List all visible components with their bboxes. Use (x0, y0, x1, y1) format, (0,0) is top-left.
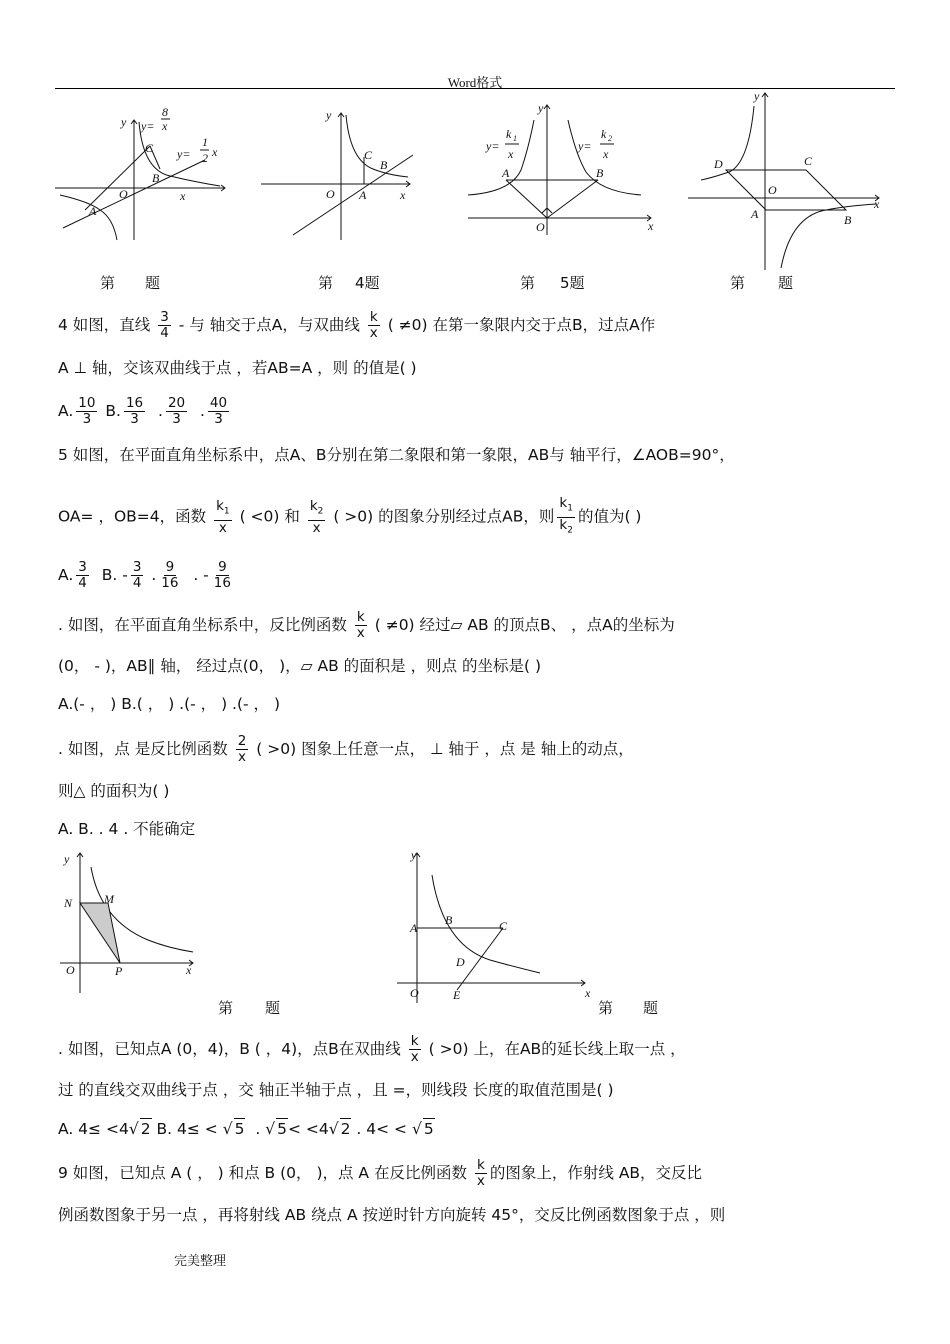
fig4-point-C: C (804, 154, 813, 168)
q7-line1: . 如图，点 是反比例函数 $\frac{2}{x}$ ( >0) 图象上任意一点， ⊥ 轴于 ，点 是 轴上的动点， (58, 733, 634, 765)
fig1-point-B: B (152, 171, 160, 185)
fig4-origin: O (768, 183, 777, 197)
q6-options: A.(- ， ) B.( ， ) .(- ， ) .(- ， ) (58, 695, 281, 713)
fig3-point-B: B (596, 166, 604, 180)
fig6-origin: O (410, 986, 419, 1000)
q6-line2: (0， - )，AB∥ 轴， 经过点(0， )，▱ AB 的面积是 ，则点 的坐标是( ) (58, 657, 542, 675)
fig6-x-label: x (585, 986, 591, 1000)
fig3-point-A: A (502, 166, 510, 180)
fig2-origin: O (326, 187, 335, 201)
fig2-point-C: C (364, 148, 373, 162)
caption-q3-a: 第 (100, 274, 116, 292)
fig1-eq2-num: 1 (202, 135, 208, 149)
caption-q5-b: 5题 (560, 274, 585, 292)
fig5-point-M: M (104, 892, 114, 906)
q5-line2: OA= ，OB=4，函数 $\frac{k_1}{x}$ ( <0) 和 $\frac{k_2}{x}$ ( >0) 的图象分别经过点AB，则 $\frac{k_1}{k_2}$ 的值为( ) (58, 495, 642, 536)
q8-line2: 过 的直线交双曲线于点 ，交 轴正半轴于点 ，且 =，则线段 长度的取值范围是( ) (58, 1081, 614, 1099)
q9-line2: 例函数图象于另一点 ，再将射线 AB 绕点 A 按逆时针方向旋转 45°，交反比例函数图象于点 ，则 (58, 1206, 726, 1224)
caption-q7-a: 第 (218, 999, 234, 1017)
fig3-origin: O (536, 220, 545, 234)
caption-q6-b: 题 (778, 274, 794, 292)
q4-slope-fraction: $\frac{3}{4}$ (160, 309, 169, 341)
q8-options: A. 4≤ <4√ 2 B. 4≤ < √ 5 . √ 5< <4√ 2 . 4< < √ 5 (58, 1120, 434, 1138)
fig6-y-label: y (411, 848, 417, 862)
caption-q3-b: 题 (145, 274, 161, 292)
fig1-point-A: A (89, 204, 97, 218)
fig2-x-label: x (400, 188, 406, 202)
caption-q7-b: 题 (265, 999, 281, 1017)
fig3-eqR: y= (578, 139, 592, 153)
caption-q8-a: 第 (598, 999, 614, 1017)
fig1-eq1-num: 8 (162, 105, 168, 119)
q8-line1: . 如图，已知点A (0，4)，B ( ，4)，点B在双曲线 $\frac{k}{x}$ ( >0) 上，在AB的延长线上取一点 ， (58, 1033, 686, 1065)
caption-q5-a: 第 (520, 274, 536, 292)
q5-options: A. $\frac{3}{4}$ B. - $\frac{3}{4}$ . $\frac{9}{16}$ . - $\frac{9}{16}$ (58, 559, 231, 591)
fig3-eqL-den: x (508, 147, 514, 161)
caption-q4-b: 4题 (355, 274, 380, 292)
fig4-point-B: B (844, 213, 852, 227)
figure-q3 (55, 105, 230, 245)
fig1-y-label: y (121, 115, 127, 129)
fig3-eqR-sub: 2 (608, 134, 612, 143)
figure-q5 (466, 100, 661, 240)
fig3-eqL-sub: 1 (513, 134, 517, 143)
fig2-y-label: y (326, 108, 332, 122)
fig6-point-C: C (499, 919, 508, 933)
fig5-x-label: x (186, 963, 192, 977)
figure-q4 (258, 105, 418, 245)
caption-q6-a: 第 (730, 274, 746, 292)
fig1-point-C: C (145, 141, 154, 155)
fig1-x-label: x (180, 189, 186, 203)
caption-q4-a: 第 (318, 274, 334, 292)
q6-line1: . 如图，在平面直角坐标系中，反比例函数 $\frac{k}{x}$ ( ≠0) 经过▱ AB 的顶点B、 ，点A的坐标为 (58, 609, 675, 641)
fig1-eq2-x: x (212, 145, 218, 159)
q4-hyperbola-fraction: $\frac{k}{x}$ (369, 309, 378, 341)
figure-q8 (395, 845, 595, 1005)
fig1-eq2: y= (177, 147, 191, 161)
figure-q6 (686, 88, 886, 273)
fig2-point-B: B (380, 158, 388, 172)
caption-q8-b: 题 (643, 999, 659, 1017)
fig6-point-E: E (453, 988, 461, 1002)
fig6-point-D: D (456, 955, 465, 969)
q7-options: A. B. . 4 . 不能确定 (58, 820, 196, 838)
fig5-point-N: N (64, 896, 73, 910)
fig3-y-label: y (538, 101, 544, 115)
fig1-origin: O (119, 187, 128, 201)
fig6-point-B: B (445, 913, 453, 927)
fig1-eq1: y= (141, 119, 155, 133)
fig4-x-label: x (874, 197, 880, 211)
figure-q7 (58, 845, 203, 995)
fig5-origin: O (66, 963, 75, 977)
fig4-point-D: D (714, 157, 723, 171)
q5-line1: 5 如图，在平面直角坐标系中，点A、B分别在第二象限和第一象限，AB与 轴平行，∠AOB=90°， (58, 446, 735, 464)
fig5-point-P: P (115, 964, 123, 978)
page-header: Word格式 (447, 75, 503, 90)
fig3-eqR-den: x (603, 147, 609, 161)
page-footer: 完美整理 (174, 1254, 227, 1269)
fig4-point-A: A (751, 207, 759, 221)
fig3-eqL: y= (486, 139, 500, 153)
fig6-point-A: A (410, 921, 418, 935)
q4-line1: 4 如图，直线 $\frac{3}{4}$ - 与 轴交于点A，与双曲线 $\frac{k}{x}$ ( ≠0) 在第一象限内交于点B，过点A作 (58, 309, 656, 341)
fig3-eqL-num: k (506, 127, 512, 141)
fig3-eqR-num: k (601, 127, 607, 141)
fig5-y-label: y (64, 852, 70, 866)
fig1-eq1-den: x (162, 119, 168, 133)
fig1-eq2-den: 2 (202, 151, 208, 165)
q4-line2: A ⊥ 轴，交该双曲线于点 ，若AB=A ，则 的值是( ) (58, 359, 417, 377)
fig2-point-A: A (359, 188, 367, 202)
fig3-x-label: x (648, 219, 654, 233)
q9-line1: 9 如图，已知点 A ( ， ) 和点 B (0， )，点 A 在反比例函数 $\frac{k}{x}$ 的图象上，作射线 AB，交反比 (58, 1157, 703, 1189)
q7-line2: 则△ 的面积为( ) (58, 782, 170, 800)
q4-options: A. $\frac{10}{3}$ B. $\frac{16}{3}$ . $\frac{20}{3}$ . $\frac{40}{3}$ (58, 395, 228, 427)
fig4-y-label: y (754, 89, 760, 103)
